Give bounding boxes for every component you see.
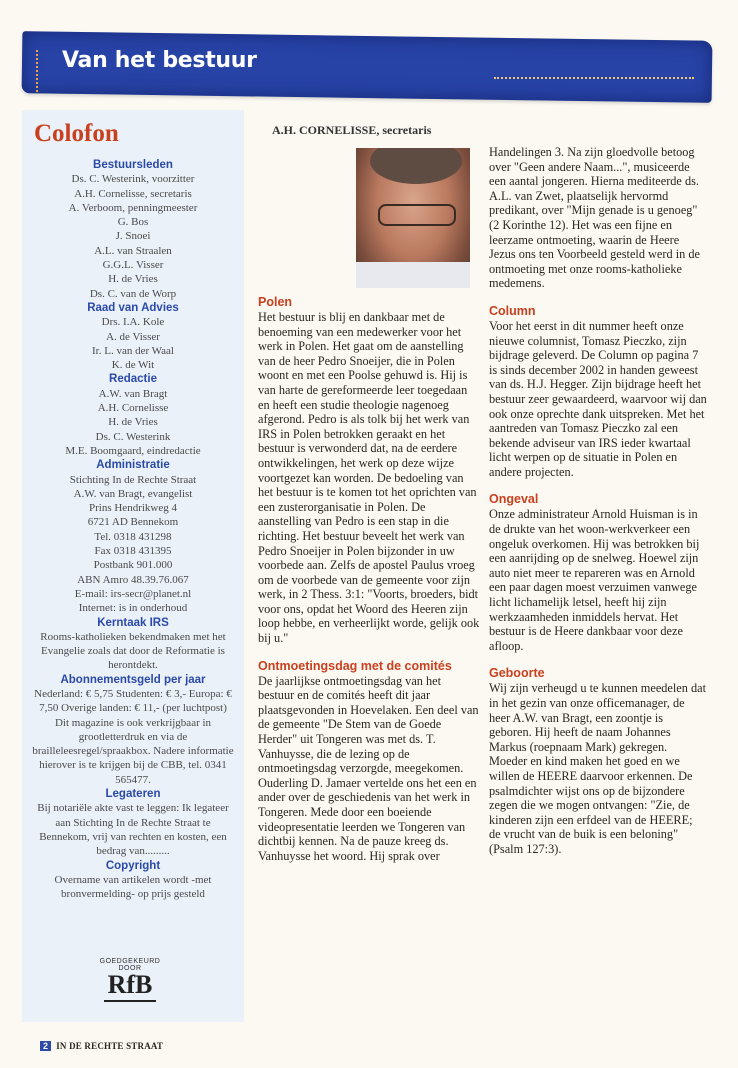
photo-glasses (378, 204, 456, 226)
colofon-section-heading: Raad van Advies (87, 301, 179, 314)
section-heading: Column (489, 303, 536, 318)
colofon-line: J. Snoei (115, 230, 151, 243)
colofon-line: H. de Vries (108, 416, 158, 429)
colofon-line: G.G.L. Visser (102, 259, 164, 272)
colofon-line: A.H. Cornelisse, secretaris (74, 187, 192, 200)
section-body: Wij zijn verheugd u te kunnen meedelen dat in het gezin van onze officemanager, de heer A.W. van Bragt, een zoontje is geboren. Hij heeft de naam Johannes Markus (roepnaam Mark) gekregen. Moeder en kind maken het goed en we willen de HEERE daarvoor erkennen. De psalmdichter wijst ons op de bijzondere zegen die we mogen ontvangen: "Zie, de kinderen zijn een erfdeel van de HEERE; de vrucht van de buik is een beloning" (Psalm 127:3). (489, 681, 707, 856)
colofon-line: ABN Amro 48.39.76.067 (77, 573, 189, 586)
colofon-line: A.W. van Bragt (98, 387, 168, 400)
section-heading: Geboorte (489, 666, 545, 681)
colofon-list (22, 158, 244, 901)
section-gap (489, 653, 707, 666)
colofon-line: Postbank 901.000 (93, 559, 173, 572)
colofon-line: A. Verboom, penningmeester (68, 201, 198, 214)
colofon-line: M.E. Boomgaard, eindredactie (65, 444, 201, 457)
photo-hair (370, 148, 462, 184)
colofon-line: Tel. 0318 431298 (94, 530, 172, 543)
colofon-line: Ds. C. Westerink (95, 430, 171, 443)
logo-mark: RfB (104, 970, 157, 1002)
colofon-line: Internet: is in onderhoud (78, 602, 188, 615)
colofon-section-heading: Legateren (105, 788, 161, 801)
colofon-line: 6721 AD Bennekom (87, 516, 179, 529)
colofon-line: Stichting In de Rechte Straat (69, 473, 197, 486)
section-heading: Polen (258, 295, 293, 309)
article-column-middle (258, 295, 480, 863)
author-photo (356, 148, 470, 288)
rfb-logo (94, 958, 166, 1014)
colofon-line: Ds. C. van de Worp (89, 287, 177, 300)
colofon-line: A. de Visser (106, 330, 160, 343)
page-number: 2 (40, 1041, 51, 1051)
section-body: Het bestuur is blij en dankbaar met de benoeming van een medewerker voor het werk in Polen. Het gaat om de aanstelling van de heer Pedro Snoeijer, die in Polen woont en met een Poolse gehuwd is. Hij is van harte de gereformeerde leer toegedaan en heeft een studie theologie nagenoeg afgerond. Pedro is als tolk bij het werk van IRS in Polen betrokken geraakt en het bestuur is verwonderd dat, na de eerdere ontwikkelingen, het werk op deze wijze voortgezet kan worden. De bedoeling van het bestuur is te komen tot het oprichten van een zusterorganisatie in Polen. De aanstelling van Pedro is een stap in die richting. Het bestuur beveelt het werk van Pedro Snoeijer in Polen bijzonder in uw voorbede aan. Zelfs de apostel Paulus vroeg om de voorbede van de gemeente voor zijn werk, in 2 Thess. 3:1: "Voorts, broeders, bidt voor ons, opdat het Woord des Heeren zijn loop hebbe, en verheerlijkt worde, gelijk ook bij u." (258, 310, 480, 646)
colofon-text: Bij notariële akte vast te leggen: Ik legateer aan Stichting In de Rechte Straat te Bennekom, vrij van rechten en kosten, een bedrag van......... (37, 802, 229, 858)
section-heading: Ongeval (489, 492, 539, 507)
colofon-line: Drs. I.A. Kole (101, 316, 165, 329)
page-title: Van het bestuur (62, 48, 257, 73)
colofon-line: G. Bos (117, 216, 149, 229)
section-body: Voor het eerst in dit nummer heeft onze nieuwe columnist, Tomasz Pieczko, zijn bijdrage geleverd. De Column op pagina 7 is sinds december 2002 in handen geweest van ds. H.J. Hegger. Zijn bijdrage heeft het bestuur zeer gewaardeerd, waarvoor wij dan ook onze oprechte dank uitspreken. Met het aantreden van Tomasz Pieczko zal een bekende adviseur van IRS ieder kwartaal licht werpen op de situatie in Polen en andere projecten. (489, 318, 707, 479)
section-gap (489, 291, 707, 304)
colofon-text: Rooms-katholieken bekendmaken met het Evangelie zoals dat door de Reformatie is herontdekt. (40, 630, 226, 672)
section-heading: Ontmoetingsdag met de comités (258, 658, 452, 673)
article-column-right (489, 145, 707, 857)
page-footer (40, 1041, 163, 1051)
colofon-section-heading: Redactie (109, 373, 157, 386)
colofon-line: A.W. van Bragt, evangelist (73, 487, 193, 500)
colofon-line: A.L. van Straalen (94, 244, 172, 257)
colofon-text: Nederland: € 5,75 Studenten: € 3,- Europa: € 7,50 Overige landen: € 11,- (per luchtpost) Dit magazine is ook verkrijgbaar in grootletterdruk en via de brailleleesregel/spraakbox. Nadere informatie hierover is te krijgen bij de CBB, tel. 0341 565477. (32, 687, 234, 786)
colofon-line: Fax 0318 431395 (94, 545, 172, 558)
colofon-line: Ir. L. van der Waal (92, 344, 174, 357)
article-byline: A.H. CORNELISSE, secretaris (272, 123, 432, 137)
colofon-line: Prins Hendrikweg 4 (89, 502, 177, 515)
colofon-section-heading: Bestuursleden (93, 159, 173, 171)
colofon-section-heading: Administratie (96, 459, 170, 472)
colofon-section-heading: Copyright (105, 859, 161, 872)
colofon-title: Colofon (34, 120, 119, 147)
colofon-section-heading: Abonnementsgeld per jaar (60, 673, 206, 686)
banner-divider (36, 50, 38, 92)
photo-shirt (356, 262, 470, 288)
colofon-line: A.H. Cornelisse (97, 402, 169, 415)
colofon-section-heading: Kerntaak IRS (97, 616, 169, 629)
section-body: De jaarlijkse ontmoetingsdag van het bestuur en de comités heeft dit jaar plaatsgevonden in Hoevelaken. Een deel van de gemeente "De Stem van de Goede Herder" uit Tongeren was met ds. T. Vanhuysse, die de lezing op de ontmoetingsdag verzorgde, meegekomen. Ouderling D. Jamaer vertelde ons het een en ander over de geschiedenis van het werk in Tongeren. Mede door een boeiende videopresentatie leerden we Tongeren van dichtbij kennen. Na de pauze kreeg ds. Vanhuysse het woord. Hij sprak over (258, 673, 479, 863)
colofon-line: K. de Wit (111, 359, 155, 372)
section-gap (258, 646, 480, 659)
publication-name: IN DE RECHTE STRAAT (56, 1041, 164, 1051)
colofon-line: E-mail: irs-secr@planet.nl (74, 587, 192, 600)
colofon-line: H. de Vries (108, 273, 158, 286)
colofon-text: Overname van artikelen wordt -met bronvermelding- op prijs gesteld (54, 873, 212, 901)
section-gap (489, 479, 707, 492)
banner-dotted-line (494, 77, 694, 79)
logo-caption: GOEDGEKEURD DOOR (99, 958, 161, 972)
colofon-line: Ds. C. Westerink, voorzitter (71, 173, 195, 186)
article-paragraph: Handelingen 3. Na zijn gloedvolle betoog over "Geen andere Naam...", musiceerde een aantal jongeren. Hierna mediteerde ds. A.L. van Zwet, plaatselijk hervormd predikant, over "Mijn genade is u genoeg" (2 Korinthe 12). Het was een fijne en leerzame ontmoeting, waarin de Heere Jezus ons ten Voorbeeld gesteld werd in de ontmoeting met onze rooms-katholieke medemens. (489, 145, 700, 291)
section-body: Onze administrateur Arnold Huisman is in de drukte van het woon-werkverkeer een ongeluk overkomen. Hij was betrokken bij een aanrijding op de snelweg. Hoewel zijn auto niet meer te repareren was en Arnold een paar dagen moest verzuimen vanwege licht lichamelijk letsel, heeft hij zijn werkzaamheden inmiddels hervat. Het bestuur is de Heere dankbaar voor deze afloop. (489, 507, 700, 653)
